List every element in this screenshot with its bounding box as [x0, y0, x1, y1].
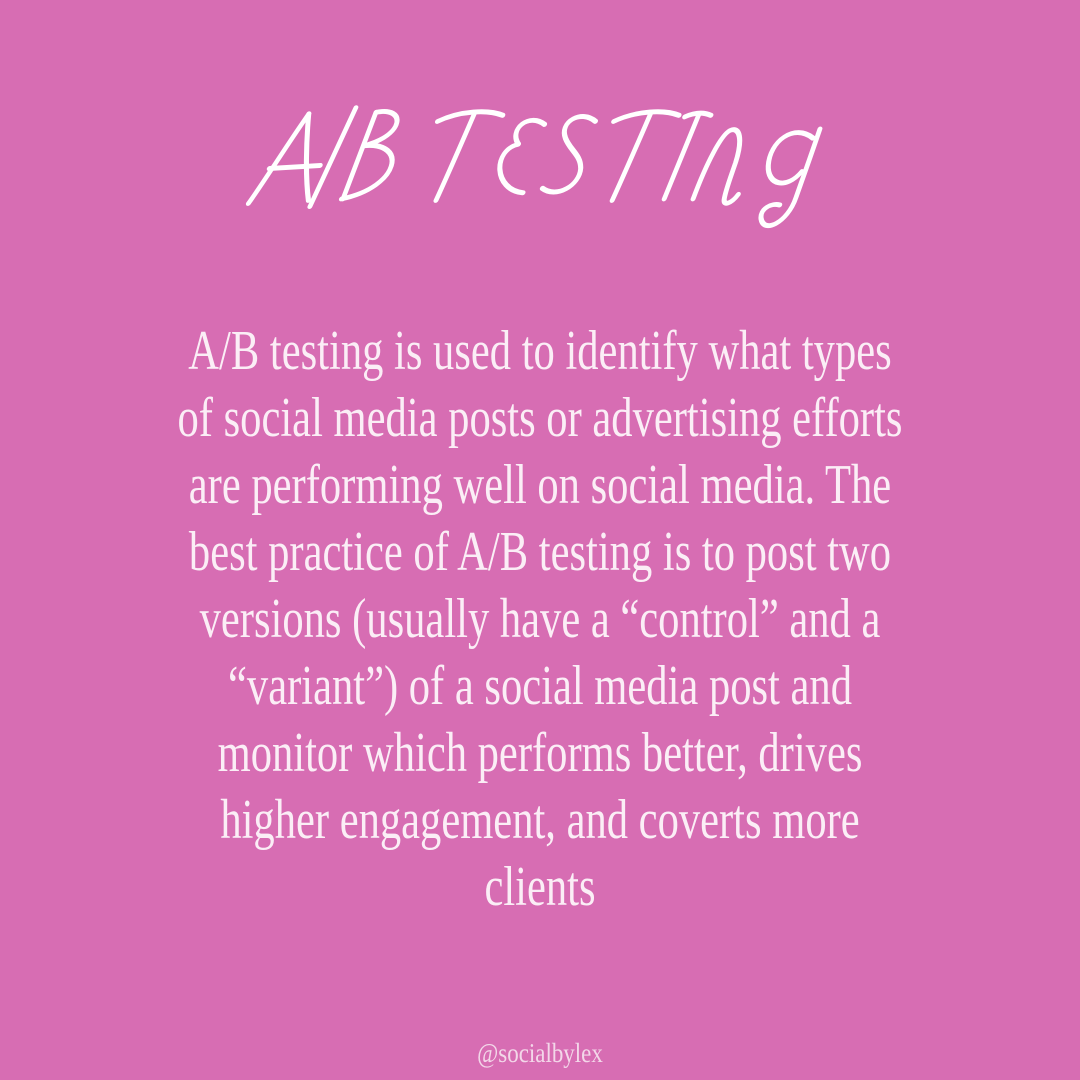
page-title — [0, 88, 1080, 246]
body-line: best practice of A/B testing is to post two — [188, 521, 892, 583]
script-lettering-icon — [240, 88, 840, 246]
body-line: “variant”) of a social media post and — [228, 655, 852, 717]
body-line: versions (usually have a “control” and a — [199, 588, 881, 650]
body-line: A/B testing is used to identify what types — [188, 320, 892, 382]
body-line: clients — [484, 856, 596, 918]
body-paragraph — [0, 318, 1080, 921]
social-handle: @socialbylex — [477, 1038, 603, 1068]
body-line: higher engagement, and coverts more — [220, 789, 860, 851]
body-line: are performing well on social media. The — [188, 454, 892, 516]
body-line: of social media posts or advertising efforts — [177, 387, 903, 449]
body-line: monitor which performs better, drives — [217, 722, 863, 784]
